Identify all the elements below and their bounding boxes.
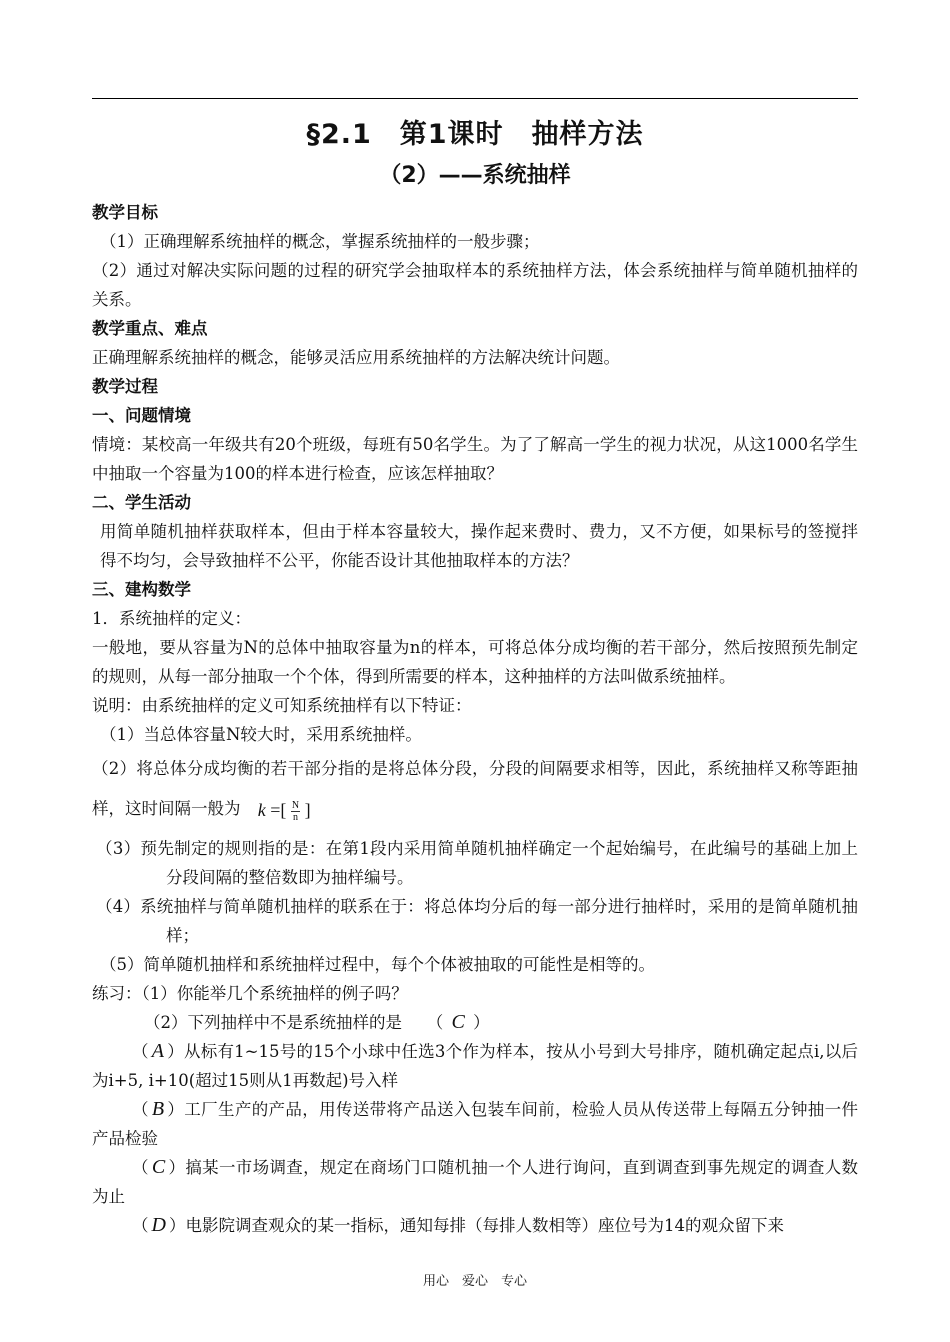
- option-open-paren: （: [132, 1157, 149, 1177]
- objectives-heading: 教学目标: [92, 203, 158, 222]
- page-footer: 用心 爱心 专心: [422, 1274, 527, 1289]
- option-open-paren: （: [132, 1041, 149, 1061]
- fraction-denominator: n: [293, 811, 299, 823]
- option-b: [92, 1095, 858, 1153]
- option-letter: D: [151, 1213, 166, 1236]
- process-heading: 教学过程: [92, 377, 158, 396]
- option-text: ）搞某一市场调查，规定在商场门口随机抽一个人进行询问，直到调查到事先规定的调查人数为止: [92, 1157, 859, 1206]
- note-item: （5）简单随机抽样和系统抽样过程中，每个个体被抽取的可能性是相等的。: [100, 954, 655, 974]
- option-letter: C: [151, 1155, 166, 1178]
- document-page: [92, 112, 858, 1240]
- exercise-q2-text: （2）下列抽样中不是系统抽样的是 （: [144, 1012, 444, 1032]
- option-open-paren: （: [132, 1215, 149, 1235]
- note-item: （1）当总体容量N较大时，采用系统抽样。: [100, 725, 422, 744]
- keypoints-heading: 教学重点、难点: [92, 319, 208, 338]
- section1-text: 情境：某校高一年级共有20个班级，每班有50名学生。为了了解高一学生的视力状况，从这1000名学生中抽取一个容量为100的样本进行检查，应该怎样抽取？: [92, 435, 858, 483]
- option-c: [92, 1153, 858, 1211]
- interval-formula: [258, 790, 311, 830]
- objective-item: （2）通过对解决实际问题的过程的研究学会抽取样本的系统抽样方法，体会系统抽样与简单随机抽样的关系。: [92, 261, 858, 309]
- option-text: ）工厂生产的产品，用传送带将产品送入包装车间前，检验人员从传送带上每隔五分钟抽一件产品检验: [92, 1099, 859, 1148]
- page-title: §2.1 第1课时 抽样方法: [306, 119, 644, 150]
- option-letter: B: [151, 1097, 165, 1120]
- definition-label: 1．系统抽样的定义：: [92, 609, 251, 628]
- note-item: （3）预先制定的规则指的是：在第1段内采用简单随机抽样确定一个起始编号，在此编号的基础上加上分段间隔的整倍数即为抽样编号。: [96, 838, 858, 887]
- note-text: （2）将总体分成均衡的若干部分指的是将总体分段，分段的间隔要求相等，因此，系统抽样又称等距抽样，这时间隔一般为: [92, 759, 858, 818]
- option-text: ）电影院调查观众的某一指标，通知每排（每排人数相等）座位号为14的观众留下来: [168, 1215, 784, 1235]
- formula-eq: =[: [270, 799, 287, 820]
- option-a: [92, 1037, 858, 1095]
- note-item-with-formula: [92, 749, 858, 830]
- page-subtitle: （2）——系统抽样: [379, 163, 571, 188]
- formula-fraction: [291, 800, 300, 823]
- keypoints-text: 正确理解系统抽样的概念，能够灵活应用系统抽样的方法解决统计问题。: [92, 348, 620, 367]
- header-rule: [92, 98, 858, 99]
- exercise-q2-answer: C: [451, 1010, 465, 1033]
- exercise-q2-close: ）: [473, 1012, 490, 1032]
- section3-heading: 三、建构数学: [92, 580, 191, 599]
- option-d: [92, 1211, 858, 1240]
- exercise-q1: 练习：（1）你能举几个系统抽样的例子吗？: [92, 983, 408, 1003]
- formula-close: ]: [304, 799, 311, 820]
- formula-k: k: [257, 799, 266, 820]
- option-text: ）从标有1~15号的15个小球中任选3个作为样本，按从小号到大号排序，随机确定起点i,以后为i+5, i+10(超过15则从1再数起)号入样: [92, 1041, 858, 1090]
- section1-heading: 一、问题情境: [92, 406, 191, 425]
- option-letter: A: [151, 1039, 164, 1062]
- objective-item: （1）正确理解系统抽样的概念，掌握系统抽样的一般步骤；: [100, 232, 540, 251]
- note-item: （4）系统抽样与简单随机抽样的联系在于：将总体均分后的每一部分进行抽样时，采用的是简单随机抽样；: [96, 896, 858, 945]
- definition-text: 一般地，要从容量为N的总体中抽取容量为n的样本，可将总体分成均衡的若干部分，然后按照预先制定的规则，从每一部分抽取一个个体，得到所需要的样本，这种抽样的方法叫做系统抽样。: [92, 638, 858, 686]
- note-label: 说明：由系统抽样的定义可知系统抽样有以下特证：: [92, 696, 472, 715]
- section2-text: 用简单随机抽样获取样本，但由于样本容量较大，操作起来费时、费力，又不方便，如果标号的签搅拌得不均匀，会导致抽样不公平，你能否设计其他抽取样本的方法？: [100, 522, 858, 570]
- exercise-q2: [92, 1008, 858, 1037]
- fraction-numerator: N: [291, 799, 300, 811]
- option-open-paren: （: [132, 1099, 149, 1119]
- section2-heading: 二、学生活动: [92, 493, 191, 512]
